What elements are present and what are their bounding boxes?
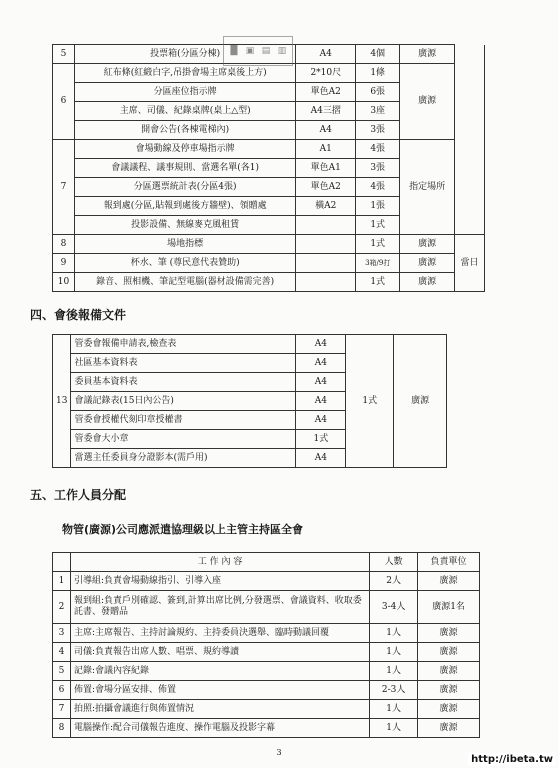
schedule-day: 當日 [455, 235, 485, 292]
doc-spec: A4 [296, 354, 346, 373]
item-spec [296, 216, 356, 235]
doc-name: 會議記錄表(15日內公告) [71, 392, 296, 411]
item-qty: 6張 [356, 83, 400, 102]
row-number: 5 [53, 662, 71, 681]
responsible-dept: 廣源 [418, 700, 480, 719]
staff-count: 1人 [370, 624, 418, 643]
doc-name: 社區基本資料表 [71, 354, 296, 373]
item-spec: A1 [296, 140, 356, 159]
responsible-dept: 廣源 [394, 335, 447, 468]
row-number: 4 [53, 643, 71, 662]
table-row [53, 624, 480, 643]
item-spec: 2*10尺 [296, 64, 356, 83]
item-qty: 1張 [356, 197, 400, 216]
section-4-heading: 四、會後報備文件 [30, 308, 127, 322]
item-name: 杯水、筆 (尊民意代表贊助) [74, 254, 295, 273]
item-qty: 4張 [356, 140, 400, 159]
table-row [53, 681, 480, 700]
task-content: 拍照:拍攝會議進行與佈置情況 [70, 700, 369, 719]
responsible-dept: 廣源 [400, 273, 455, 292]
item-spec: 橫A2 [296, 197, 356, 216]
row-number: 1 [53, 572, 71, 591]
item-name: 主席、司儀、紀錄桌牌(桌上△型) [74, 102, 295, 121]
doc-name: 管委會報備申請表,檢查表 [71, 335, 296, 354]
table-row [53, 64, 485, 83]
section-5-heading: 五、工作人員分配 [30, 488, 127, 502]
item-qty: 4張 [356, 178, 400, 197]
responsible-dept: 廣源 [418, 662, 480, 681]
doc-name: 當選主任委員身分證影本(需戶用) [71, 449, 296, 468]
post-meeting-docs-table [52, 334, 447, 468]
section-5-subtitle: 物管(廣源)公司應派遣協理級以上主管主持區全會 [62, 523, 304, 536]
item-spec: 單色A1 [296, 159, 356, 178]
item-name: 投票箱(分區分棟) [74, 45, 295, 64]
doc-name: 管委會授權代刻印章授權書 [71, 411, 296, 430]
row-number: 10 [53, 273, 75, 292]
task-content: 記錄:會議內容紀錄 [70, 662, 369, 681]
doc-name: 委員基本資料表 [71, 373, 296, 392]
staff-count: 2-3人 [370, 681, 418, 700]
task-content: 引導組:負責會場動線指引、引導入座 [70, 572, 369, 591]
responsible-dept: 廣源 [400, 254, 455, 273]
doc-spec: A4 [296, 335, 346, 354]
item-qty: 3座 [356, 102, 400, 121]
row-number: 13 [53, 335, 71, 468]
staff-count: 2人 [370, 572, 418, 591]
item-name: 會場動線及停車場指示牌 [74, 140, 295, 159]
item-qty: 1式 [356, 273, 400, 292]
site-watermark: http://ibeta.tw [468, 753, 556, 766]
row-number: 7 [53, 700, 71, 719]
responsible-dept: 廣源 [418, 572, 480, 591]
staff-count: 3-4人 [370, 591, 418, 624]
item-spec: 單色A2 [296, 83, 356, 102]
table-row [53, 662, 480, 681]
row-number: 2 [53, 591, 71, 624]
doc-spec: 1式 [296, 430, 346, 449]
row-number: 8 [53, 719, 71, 738]
blank-cell [455, 45, 485, 235]
doc-spec: A4 [296, 373, 346, 392]
item-name: 投影設備、無線麥克風租賃 [74, 216, 295, 235]
table-row [53, 591, 480, 624]
item-spec: A4 [296, 121, 356, 140]
table-row [53, 719, 480, 738]
responsible-dept: 廣源 [418, 719, 480, 738]
column-header: 工 作 內 容 [70, 553, 369, 572]
row-number: 6 [53, 64, 75, 140]
responsible-dept: 廣源 [400, 235, 455, 254]
task-content: 主席:主席報告、主持討論規約、主持委員決選舉、臨時動議回覆 [70, 624, 369, 643]
responsible-dept: 廣源 [418, 624, 480, 643]
item-spec [296, 235, 356, 254]
item-qty: 3張 [356, 121, 400, 140]
responsible-dept: 指定場所 [400, 140, 455, 235]
item-name: 分區選票統計表(分區4張) [74, 178, 295, 197]
item-name: 開會公告(各棟電梯內) [74, 121, 295, 140]
row-number: 6 [53, 681, 71, 700]
table-row [53, 140, 485, 159]
row-number: 9 [53, 254, 75, 273]
responsible-dept: 廣源 [400, 64, 455, 140]
item-qty: 3張 [356, 159, 400, 178]
staff-count: 1人 [370, 700, 418, 719]
doc-qty: 1式 [346, 335, 394, 468]
row-number: 8 [53, 235, 75, 254]
seal-stamp: █ ▣ ▤ ▥ [223, 36, 293, 66]
item-qty: 1式 [356, 216, 400, 235]
table-row [53, 254, 485, 273]
responsible-dept: 廣源 [418, 681, 480, 700]
task-content: 司儀:負責報告出席人數、唱票、規約導讀 [70, 643, 369, 662]
page-number: 3 [276, 748, 282, 757]
task-content: 電腦操作:配合司儀報告進度、操作電腦及投影字幕 [70, 719, 369, 738]
equipment-table [52, 44, 485, 292]
row-number: 5 [53, 45, 75, 64]
table-row [53, 335, 447, 354]
table-header-row [53, 553, 480, 572]
item-spec: 單色A2 [296, 178, 356, 197]
row-number: 3 [53, 624, 71, 643]
responsible-dept: 廣源 [400, 45, 455, 64]
responsible-dept: 廣源1名 [418, 591, 480, 624]
table-row [53, 273, 485, 292]
row-number: 7 [53, 140, 75, 235]
staff-count: 1人 [370, 662, 418, 681]
column-header: 負責單位 [418, 553, 480, 572]
task-content: 佈置:會場分區安排、佈置 [70, 681, 369, 700]
responsible-dept: 廣源 [418, 643, 480, 662]
doc-spec: A4 [296, 392, 346, 411]
staff-count: 1人 [370, 719, 418, 738]
item-qty: 3箱/9打 [356, 254, 400, 273]
item-qty: 1條 [356, 64, 400, 83]
item-name: 分區座位指示牌 [74, 83, 295, 102]
table-row [53, 643, 480, 662]
item-name: 錄音、照相機、筆記型電腦(器材設備需完善) [74, 273, 295, 292]
item-name: 報到處(分區,貼報到處後方牆壁)、領贈處 [74, 197, 295, 216]
item-name: 場地指標 [74, 235, 295, 254]
column-header: 人數 [370, 553, 418, 572]
table-row [53, 700, 480, 719]
doc-name: 管委會大小章 [71, 430, 296, 449]
task-content: 報到組:負責戶別確認、簽到,計算出席比例,分發選票、會議資料、收取委託書、發贈品 [70, 591, 369, 624]
item-qty: 4個 [356, 45, 400, 64]
table-row [53, 572, 480, 591]
doc-spec: A4 [296, 411, 346, 430]
item-qty: 1式 [356, 235, 400, 254]
item-spec [296, 254, 356, 273]
item-spec [296, 273, 356, 292]
item-name: 會議議程、議事規則、當選名單(各1) [74, 159, 295, 178]
staff-assignment-table [52, 552, 480, 738]
doc-spec: A4 [296, 449, 346, 468]
item-spec: A4三摺 [296, 102, 356, 121]
item-spec: A4 [296, 45, 356, 64]
table-row [53, 235, 485, 254]
item-name: 紅布條(紅緞白字,吊掛會場主席桌後上方) [74, 64, 295, 83]
staff-count: 1人 [370, 643, 418, 662]
